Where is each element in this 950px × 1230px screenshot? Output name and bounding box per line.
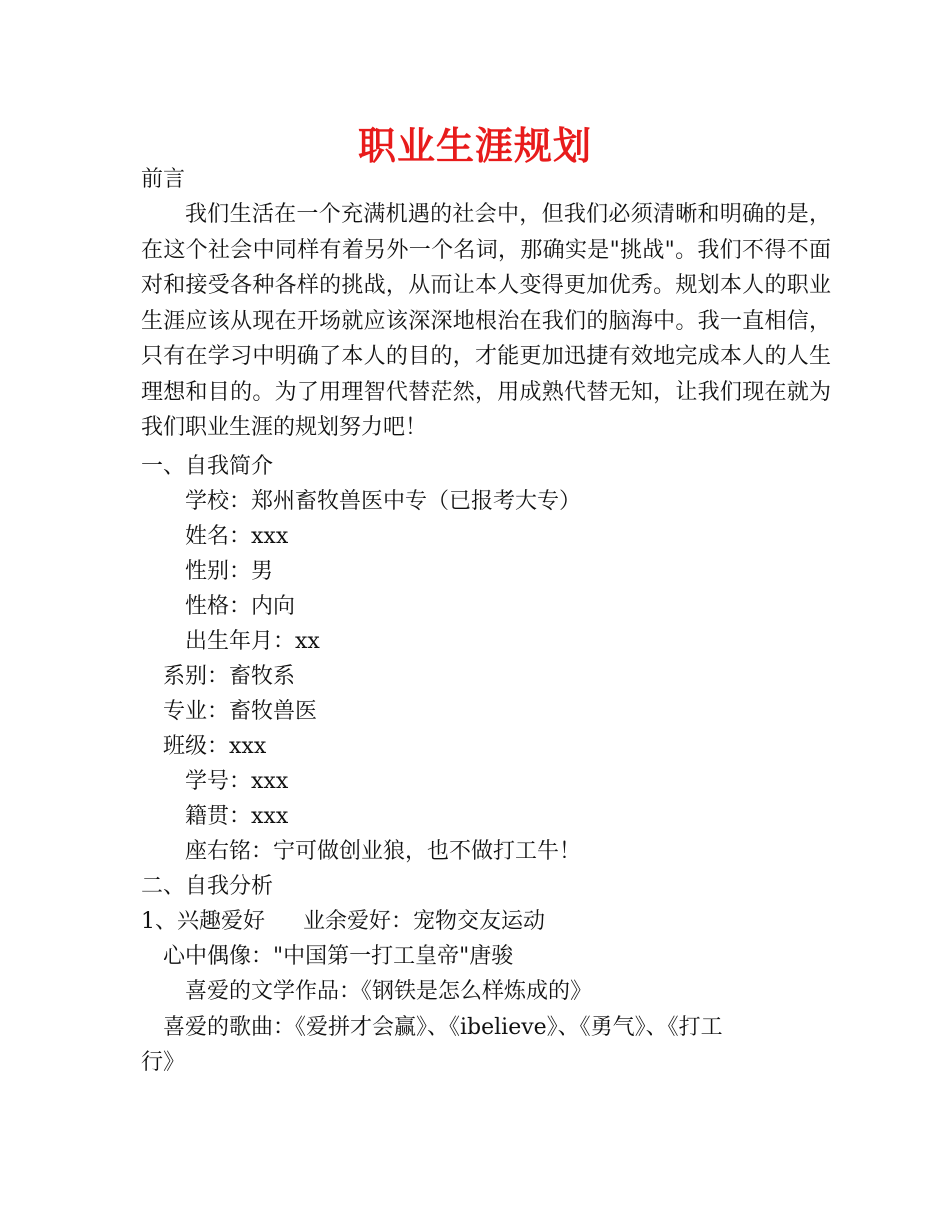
- hobby-heading: 1、兴趣爱好: [141, 909, 265, 934]
- hobby-text: 业余爱好：宠物交友运动: [303, 909, 546, 934]
- document-title: 职业生涯规划: [357, 124, 592, 168]
- section1-heading: 一、自我简介: [141, 454, 274, 479]
- school-line: 学校：郑州畜牧兽医中专（已报考大专）: [185, 489, 582, 514]
- songs-line-1: 喜爱的歌曲：《爱拼才会赢》、《ibelieve》、《勇气》、《打工: [163, 1015, 723, 1040]
- department-line: 系别：畜牧系: [163, 664, 296, 689]
- literature-line: 喜爱的文学作品：《钢铁是怎么样炼成的》: [185, 979, 593, 1004]
- birth-line: 出生年月：xx: [185, 629, 320, 654]
- preface-paragraph: 我们生活在一个充满机遇的社会中，但我们必须清晰和明确的是，在这个社会中同样有着另外一个名词，那确实是"挑战"。我们不得不面对和接受各种各样的挑战，从而让本人变得更加优秀。规划本人的职业生涯应该从现在开场就应该深深地根治在我们的脑海中。我一直相信，只有在学习中明确了本人的目的，才能更加迅捷有效地完成本人的人生理想和目的。为了用理智代替茫然，用成熟代替无知，让我们现在就为我们职业生涯的规划努力吧！: [141, 202, 831, 440]
- gender-line: 性别：男: [185, 559, 274, 584]
- student-id-line: 学号：xxx: [185, 769, 289, 794]
- idol-line: 心中偶像："中国第一打工皇帝"唐骏: [163, 944, 514, 969]
- songs-line-2: 行》: [141, 1050, 186, 1075]
- class-line: 班级：xxx: [163, 734, 267, 759]
- name-line: 姓名：xxx: [185, 524, 289, 549]
- character-line: 性格：内向: [185, 594, 296, 619]
- preface-heading: 前言: [141, 167, 186, 192]
- major-line: 专业：畜牧兽医: [163, 699, 318, 724]
- hometown-line: 籍贯：xxx: [185, 804, 289, 829]
- section2-heading: 二、自我分析: [141, 874, 274, 899]
- motto-line: 座右铭：宁可做创业狼，也不做打工牛！: [185, 839, 582, 864]
